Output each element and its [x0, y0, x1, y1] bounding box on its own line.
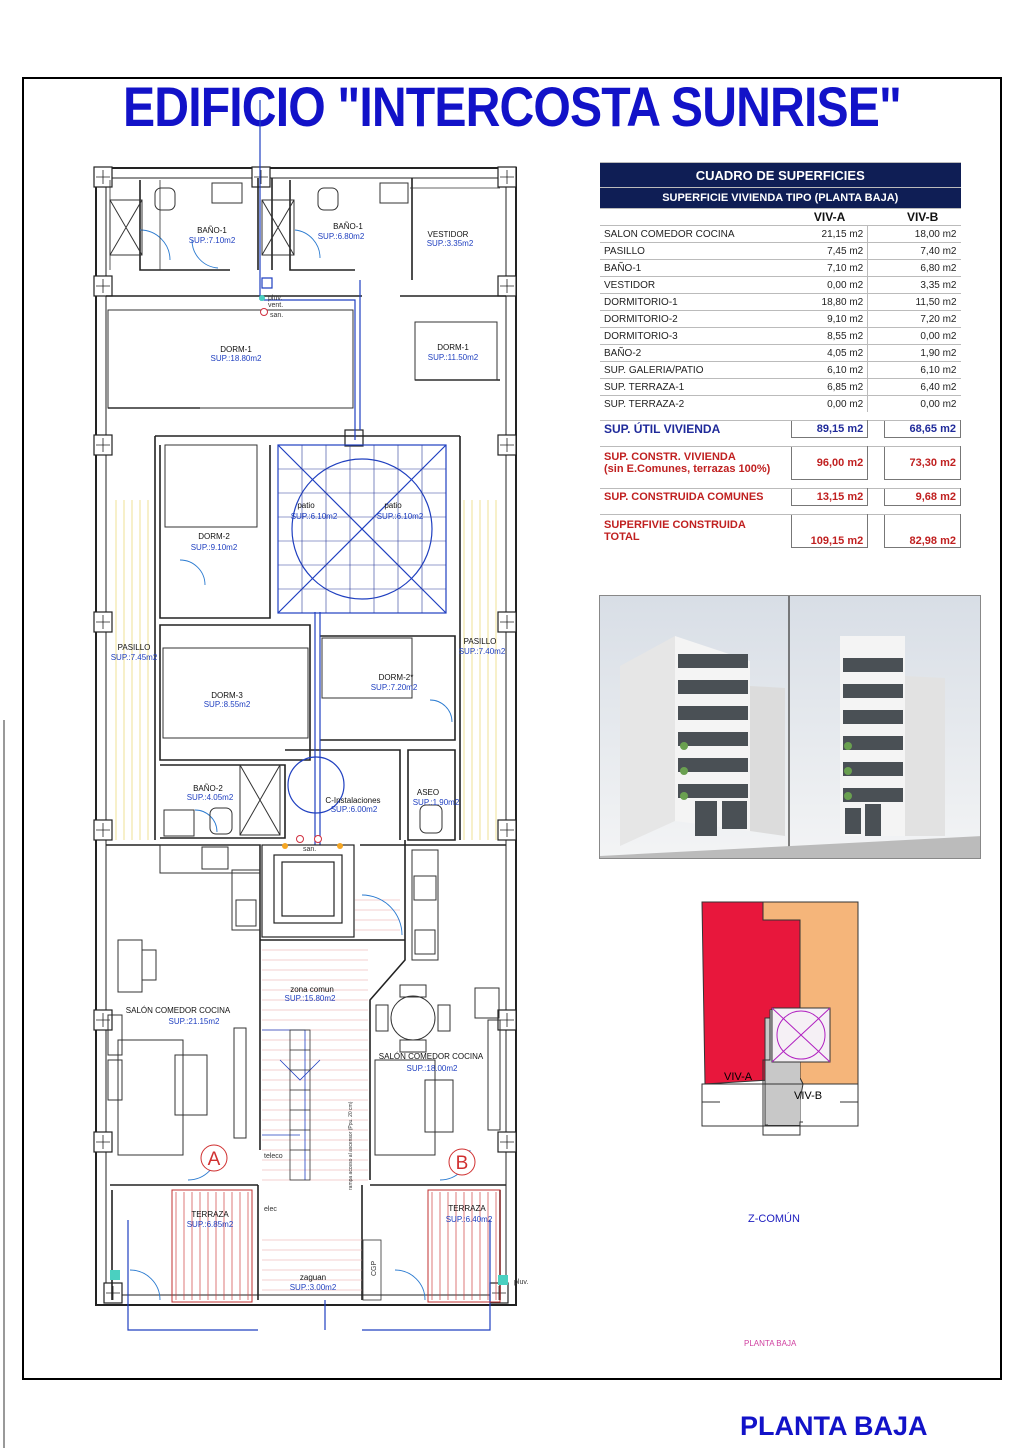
comunes-row: SUP. CONSTRUIDA COMUNES 13,15 m2 9,68 m2 [600, 489, 961, 506]
table-row: SALON COMEDOR COCINA 21,15 m2 18,00 m2 [600, 226, 961, 243]
room-area: SUP.:7.45m2 [110, 653, 158, 662]
room-name: DORM-2* [378, 673, 414, 682]
page-title: EDIFICIO "INTERCOSTA SUNRISE" [123, 75, 901, 138]
san-label: san. [270, 312, 284, 319]
table-row: SUP. TERRAZA-2 0,00 m2 0,00 m2 [600, 396, 961, 413]
room-area: SUP.:6.10m2 [290, 512, 338, 521]
room-area: SUP.:6.10m2 [376, 512, 424, 521]
room-area: SUP.:6.00m2 [330, 805, 378, 814]
room-area: SUP.:21.15m2 [168, 1017, 220, 1026]
table-row: DORMITORIO-2 9,10 m2 7,20 m2 [600, 311, 961, 328]
util-row: SUP. ÚTIL VIVIENDA 89,15 m2 68,65 m2 [600, 421, 961, 438]
table-row: VESTIDOR 0,00 m2 3,35 m2 [600, 277, 961, 294]
room-name: DORM-2 [198, 532, 230, 541]
teleco-label: teleco [264, 1153, 283, 1160]
room-name: TERRAZA [191, 1210, 229, 1219]
viv-b-label: VIV-B [794, 1090, 823, 1102]
room-area: SUP.:9.10m2 [190, 543, 238, 552]
table-row: SUP. TERRAZA-1 6,85 m2 6,40 m2 [600, 379, 961, 396]
col-header-a: VIV-A [791, 209, 867, 226]
ramp-label: rampa acceso al ascensor (Ppu. 20 cm) [348, 1101, 354, 1190]
room-area: SUP.:18.00m2 [406, 1064, 458, 1073]
table-row: DORMITORIO-1 18,80 m2 11,50 m2 [600, 294, 961, 311]
room-name: patio [297, 501, 315, 510]
common-zone-label: Z-COMÚN [748, 1213, 800, 1225]
viv-a-mark: A [207, 1149, 221, 1170]
room-area: SUP.:6.40m2 [445, 1215, 493, 1224]
room-area: SUP.:7.20m2 [370, 683, 418, 692]
table-row: BAÑO-1 7,10 m2 6,80 m2 [600, 260, 961, 277]
room-name: VESTIDOR [427, 230, 469, 239]
room-name: PASILLO [463, 637, 497, 646]
total-row: SUPERFIVIE CONSTRUIDA TOTAL 109,15 m2 82,98 m2 [600, 515, 961, 548]
room-name: DORM-3 [211, 691, 243, 700]
pluv-label: pluv. [514, 1279, 529, 1286]
room-name: BAÑO-1 [197, 226, 227, 235]
room-name: C-Instalaciones [325, 796, 381, 805]
room-name: patio [384, 501, 402, 510]
room-area: SUP.:3.00m2 [289, 1283, 337, 1292]
room-name: ASEO [416, 788, 440, 797]
room-area: SUP.:1.90m2 [412, 798, 460, 807]
building-render-image [599, 595, 981, 859]
viv-b-mark: B [455, 1153, 469, 1174]
viv-a-label: VIV-A [724, 1071, 753, 1083]
constr-row: SUP. CONSTR. VIVIENDA (sin E.Comunes, terrazas 100%) 96,00 m2 73,30 m2 [600, 447, 961, 480]
room-name: BAÑO-1 [333, 222, 363, 231]
room-area: SUP.:7.10m2 [188, 236, 236, 245]
pluv-label: pluv. [268, 295, 283, 302]
unit-zoning-diagram [690, 890, 870, 1230]
room-name: PASILLO [117, 643, 151, 652]
room-name: zona comun [290, 985, 334, 994]
table-row: DORMITORIO-3 8,55 m2 0,00 m2 [600, 328, 961, 345]
san-label: san. [303, 846, 317, 853]
room-area: SUP.:11.50m2 [427, 353, 479, 362]
room-area: SUP.:3.35m2 [426, 239, 474, 248]
cgp-label: CGP [371, 1260, 378, 1276]
table-row: SUP. GALERIA/PATIO 6,10 m2 6,10 m2 [600, 362, 961, 379]
vent-label: vent. [268, 302, 284, 309]
table-row: PASILLO 7,45 m2 7,40 m2 [600, 243, 961, 260]
elec-label: elec [264, 1206, 277, 1213]
room-name: SALÓN COMEDOR COCINA [378, 1052, 484, 1061]
table-row: BAÑO-2 4,05 m2 1,90 m2 [600, 345, 961, 362]
table-title: CUADRO DE SUPERFICIES [600, 163, 961, 188]
room-name: TERRAZA [448, 1204, 486, 1213]
room-area: SUP.:8.55m2 [203, 700, 251, 709]
room-area: SUP.:7.40m2 [458, 647, 506, 656]
surface-table [600, 162, 961, 548]
room-name: DORM-1 [220, 345, 252, 354]
room-area: SUP.:6.80m2 [317, 232, 365, 241]
room-name: zaguan [299, 1273, 327, 1282]
room-area: SUP.:18.80m2 [210, 354, 262, 363]
floor-label: PLANTA BAJA [740, 1411, 928, 1441]
table-subtitle: SUPERFICIE VIVIENDA TIPO (PLANTA BAJA) [600, 188, 961, 209]
mini-plan-caption: PLANTA BAJA [744, 1339, 797, 1348]
room-area: SUP.:4.05m2 [186, 793, 234, 802]
col-header-b: VIV-B [885, 209, 961, 226]
room-name: SALÓN COMEDOR COCINA [125, 1006, 231, 1015]
room-name: BAÑO-2 [193, 784, 223, 793]
room-area: SUP.:15.80m2 [284, 994, 336, 1003]
room-name: DORM-1 [437, 343, 469, 352]
room-area: SUP.:6.85m2 [186, 1220, 234, 1229]
